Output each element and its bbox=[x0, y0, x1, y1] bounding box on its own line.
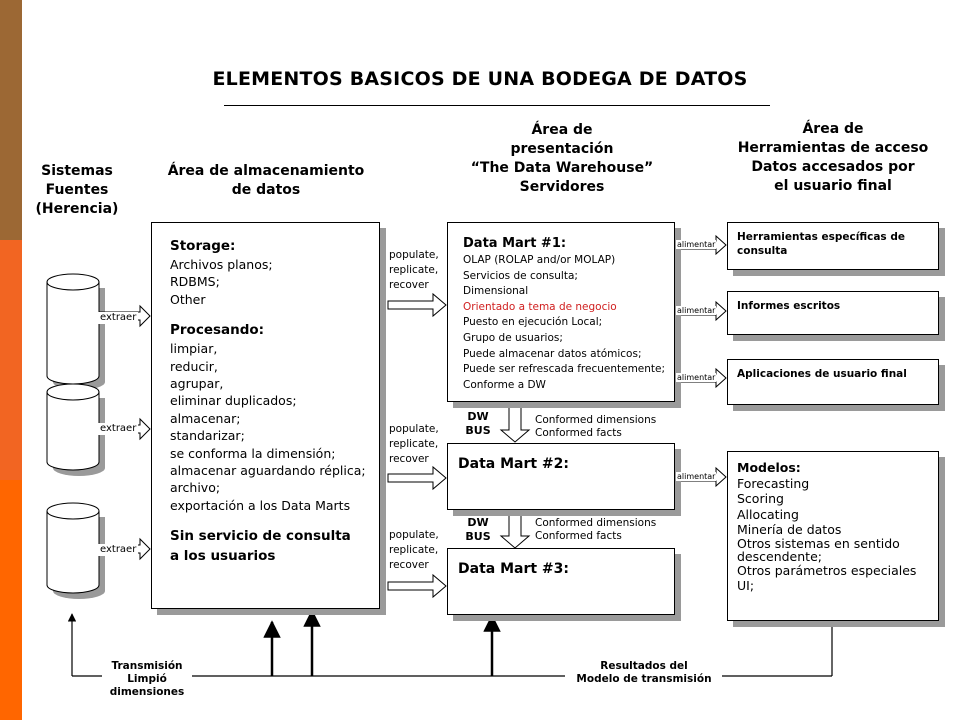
data-mart-1-item: Puesto en ejecución Local; bbox=[463, 316, 603, 329]
data-mart-1-item: Puede almacenar datos atómicos; bbox=[463, 347, 642, 360]
populate-label-line: recover bbox=[389, 559, 429, 571]
footer-right-line: Resultados del bbox=[600, 660, 688, 672]
populate-label-1 bbox=[389, 248, 439, 293]
data-mart-1-title: Data Mart #1: bbox=[463, 236, 567, 251]
tool-query-box bbox=[727, 222, 939, 270]
dw-bus-line: DW bbox=[467, 410, 489, 423]
storage-item: RDBMS; bbox=[170, 274, 220, 290]
populate-label-line: populate, bbox=[389, 249, 439, 261]
data-mart-1-item: Conforme a DW bbox=[463, 378, 546, 391]
data-mart-2-box bbox=[447, 443, 675, 510]
database-cylinder-2-icon bbox=[47, 384, 105, 476]
processing-item: limpiar, bbox=[170, 341, 218, 357]
header-access-line: Herramientas de acceso bbox=[737, 140, 929, 156]
processing-item: almacenar; bbox=[170, 410, 241, 426]
processing-item: agrupar, bbox=[170, 376, 224, 392]
processing-item: archivo; bbox=[170, 480, 221, 496]
header-sources-line: Sistemas bbox=[41, 163, 113, 179]
header-presentation-line: Área de bbox=[531, 122, 593, 138]
tool-query-label: Herramientas específicas de consulta bbox=[737, 231, 905, 257]
dw-bus-label-2 bbox=[458, 516, 498, 544]
processing-title: Procesando: bbox=[170, 322, 265, 339]
processing-item: exportación a los Data Marts bbox=[170, 497, 351, 513]
data-mart-1-item: Puede ser refrescada frecuentemente; bbox=[463, 363, 666, 376]
database-cylinder-3-icon bbox=[47, 503, 105, 599]
page-title: ELEMENTOS BASICOS DE UNA BODEGA DE DATOS bbox=[212, 68, 748, 90]
footer-right-label bbox=[560, 660, 728, 686]
populate-label-2 bbox=[389, 422, 439, 467]
database-cylinder-1-icon bbox=[47, 274, 105, 390]
dw-bus-label-1 bbox=[458, 410, 498, 438]
spacer bbox=[170, 514, 379, 526]
populate-arrow-2-icon bbox=[388, 467, 446, 489]
processing-item: almacenar aguardando réplica; bbox=[170, 463, 366, 479]
header-access-line: Área de bbox=[802, 121, 864, 137]
tool-apps-label: Aplicaciones de usuario final bbox=[737, 368, 907, 380]
conformed-line: Conformed facts bbox=[535, 426, 622, 439]
conformed-line: Conformed dimensions bbox=[535, 414, 657, 426]
models-item: UI; bbox=[737, 578, 755, 594]
alimentar-label-1: alimentar bbox=[677, 240, 716, 249]
populate-label-line: replicate, bbox=[389, 438, 439, 450]
populate-arrow-1-icon bbox=[388, 294, 446, 316]
populate-label-line: populate, bbox=[389, 529, 439, 541]
dw-bus-arrow-1-icon bbox=[501, 402, 529, 442]
data-mart-1-item: Servicios de consulta; bbox=[463, 269, 578, 282]
storage-item: Archivos planos; bbox=[170, 257, 273, 272]
tool-apps-box bbox=[727, 359, 939, 405]
models-item: descendente; bbox=[737, 549, 822, 565]
models-box bbox=[727, 451, 939, 621]
conformed-line: Conformed facts bbox=[535, 529, 622, 542]
conformed-line: Conformed dimensions bbox=[535, 517, 657, 529]
storage-item: Other bbox=[170, 291, 206, 307]
populate-label-line: recover bbox=[389, 279, 429, 291]
models-title: Modelos: bbox=[737, 460, 801, 475]
alimentar-label-2: alimentar bbox=[677, 306, 716, 315]
populate-label-line: populate, bbox=[389, 423, 439, 435]
models-item: Otros parámetros especiales bbox=[737, 563, 917, 579]
dw-bus-line: BUS bbox=[465, 530, 491, 543]
tool-reports-box bbox=[727, 291, 939, 335]
data-mart-3-title: Data Mart #3: bbox=[458, 561, 570, 577]
processing-item: reducir, bbox=[170, 358, 218, 374]
data-mart-1-item-highlight: Orientado a tema de negocio bbox=[463, 300, 617, 313]
footer-left-line: Limpió bbox=[127, 673, 167, 685]
conformed-label-1 bbox=[535, 414, 656, 439]
footer-left-line: dimensiones bbox=[109, 686, 185, 698]
extraer-label-1: extraer bbox=[100, 312, 137, 323]
footer-right-line: Modelo de transmisión bbox=[576, 673, 712, 685]
data-mart-3-box bbox=[447, 548, 675, 615]
header-access-line: Datos accesados por bbox=[751, 159, 915, 175]
no-service-line: Sin servicio de consulta bbox=[170, 528, 351, 545]
storage-title: Storage: bbox=[170, 238, 236, 254]
header-presentation-line: Servidores bbox=[519, 179, 605, 195]
alimentar-label-3: alimentar bbox=[677, 373, 716, 382]
populate-label-line: replicate, bbox=[389, 544, 439, 556]
populate-arrow-3-icon bbox=[388, 575, 446, 597]
models-item: Otros sistemas en sentido bbox=[737, 536, 900, 552]
alimentar-label-4: alimentar bbox=[677, 472, 716, 481]
processing-item: standarizar; bbox=[170, 428, 245, 444]
models-item: Minería de datos bbox=[737, 521, 842, 537]
tool-reports-label: Informes escritos bbox=[737, 300, 841, 312]
header-storage-line: Área de almacenamiento bbox=[167, 163, 365, 179]
data-mart-1-box bbox=[447, 222, 675, 402]
models-item: Scoring bbox=[737, 491, 784, 507]
populate-label-line: recover bbox=[389, 453, 429, 465]
storage-area-box bbox=[151, 222, 380, 609]
extraer-label-2: extraer bbox=[100, 423, 137, 434]
no-service-line: a los usuarios bbox=[170, 548, 276, 565]
header-sources-line: Fuentes bbox=[45, 182, 109, 198]
conformed-label-2 bbox=[535, 517, 656, 542]
data-mart-1-item: Dimensional bbox=[463, 285, 529, 298]
data-mart-1-item: Grupo de usuarios; bbox=[463, 331, 563, 344]
populate-label-line: replicate, bbox=[389, 264, 439, 276]
dw-bus-line: BUS bbox=[465, 424, 491, 437]
data-mart-2-title: Data Mart #2: bbox=[458, 456, 570, 472]
models-item: Allocating bbox=[737, 506, 799, 522]
models-item: Forecasting bbox=[737, 476, 810, 491]
dw-bus-arrow-2-icon bbox=[501, 510, 529, 548]
header-sources-line: (Herencia) bbox=[35, 201, 119, 217]
header-access-line: el usuario final bbox=[774, 178, 892, 194]
header-presentation-line: “The Data Warehouse” bbox=[470, 160, 654, 176]
header-storage-line: de datos bbox=[231, 182, 301, 198]
dw-bus-line: DW bbox=[467, 516, 489, 529]
footer-left-label bbox=[92, 660, 202, 699]
footer-left-line: Transmisión bbox=[111, 660, 183, 672]
header-presentation-line: presentación bbox=[510, 141, 614, 157]
processing-item: eliminar duplicados; bbox=[170, 393, 297, 409]
populate-label-3 bbox=[389, 528, 439, 573]
processing-item: se conforma la dimensión; bbox=[170, 445, 336, 461]
data-mart-1-item: OLAP (ROLAP and/or MOLAP) bbox=[463, 254, 616, 266]
spacer bbox=[170, 308, 379, 320]
extraer-label-3: extraer bbox=[100, 544, 137, 555]
